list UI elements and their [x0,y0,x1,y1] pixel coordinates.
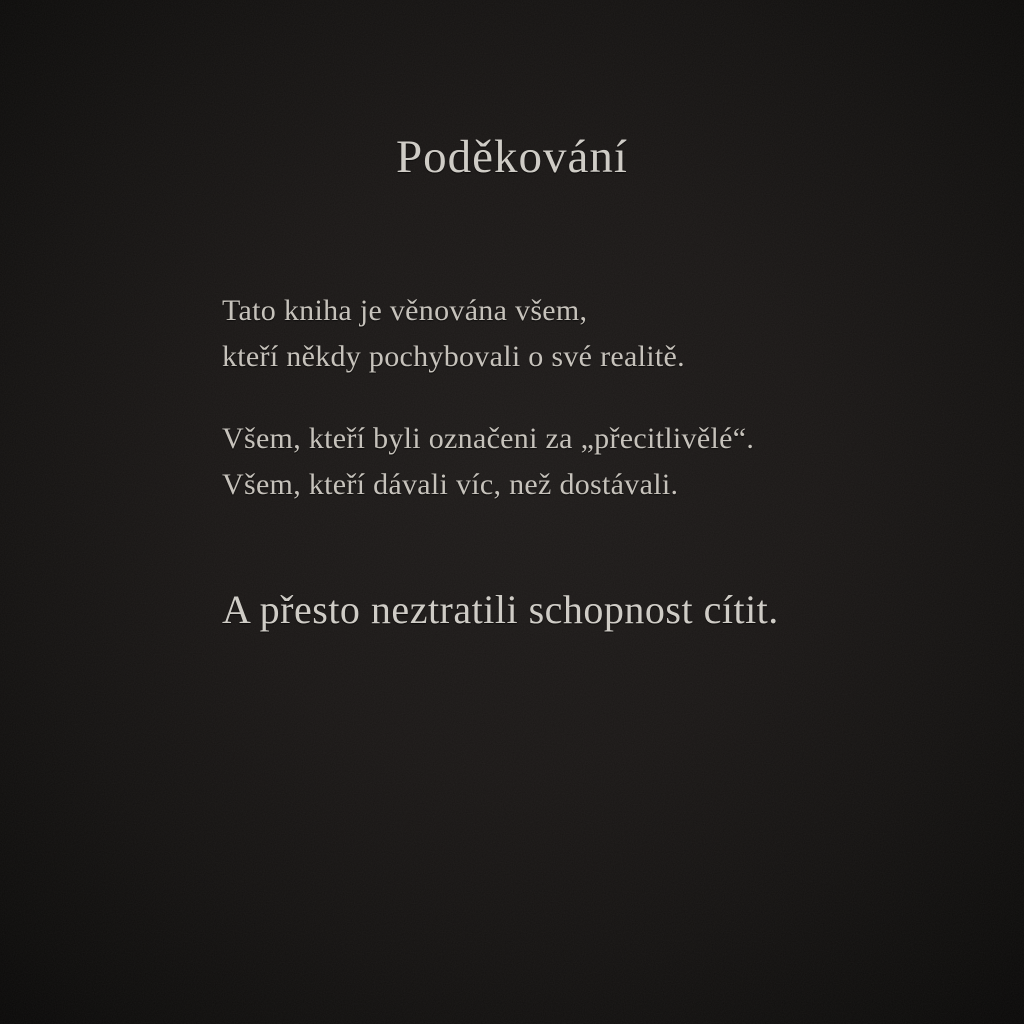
dedication-line: Všem, kteří dávali víc, než dostávali. [222,468,679,501]
closing-statement: A přesto neztratili schopnost cítit. [222,587,779,632]
dedication-line: Tato kniha je věnována všem, [222,294,588,327]
dedication-line: kteří někdy pochybovali o své realitě. [222,340,685,373]
dedication-line: Všem, kteří byli označeni za „přecitlivělé“. [222,422,755,455]
page-title: Poděkování [396,131,628,183]
dedication-paragraph-2 [222,416,754,508]
dedication-paragraph-1 [222,288,685,380]
